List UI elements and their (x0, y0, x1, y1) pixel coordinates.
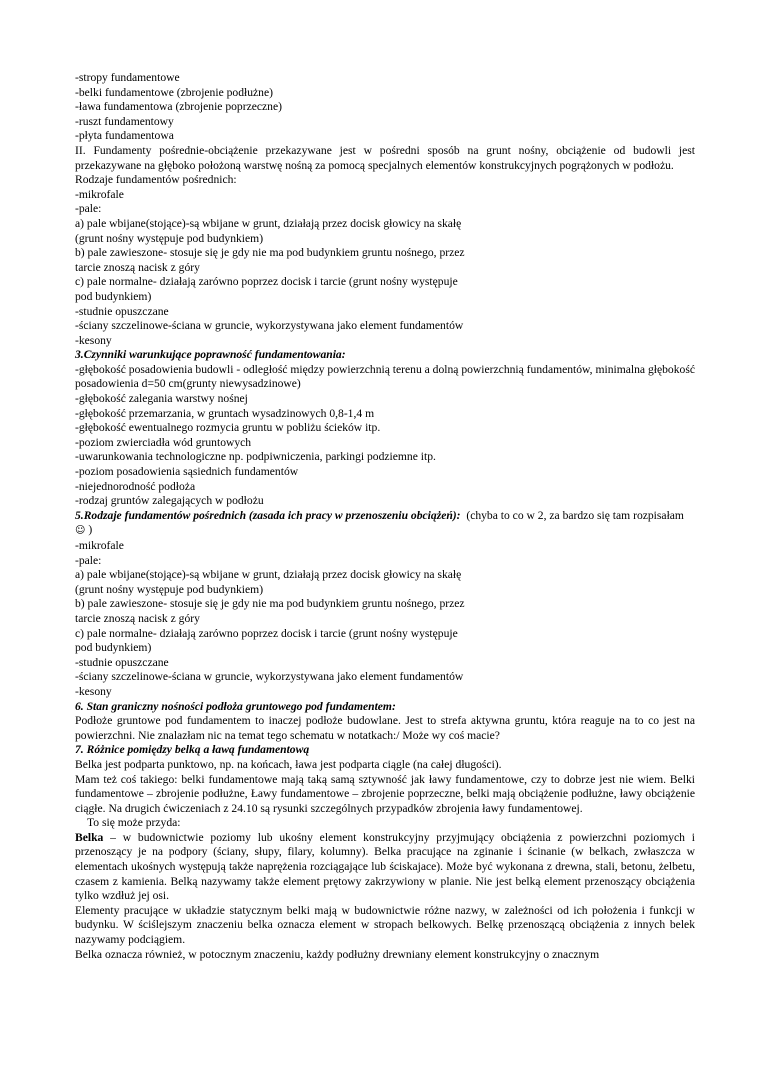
list-item: -poziom zwierciadła wód gruntowych (75, 435, 252, 449)
belka-definition-text: – w budownictwie poziomy lub ukośny element konstrukcyjny przyjmujący obciążenia z powierzchni poziomych i przenoszący je na podpory (ściany, słupy, filary, kolumny). Belka pracujące na zginanie i ścinanie (w belkach, zwłaszcza w elementach ukośnych występują także naprężenia rozciągające lub ściskajace). Może być wykonana z drewna, stali, betonu, żelbetu, czasem z kamienia. Belką nazywamy także element prętowy zakrzywiony w planie. Nie jest belką element przenoszący obciążenia tylko wzdłuż jej osi. (75, 830, 695, 903)
list-item: a) pale wbijane(stojące)-są wbijane w grunt, działają przez docisk głowicy na skałę (75, 568, 462, 582)
smiley-icon: ☺ (75, 525, 86, 537)
document-content (75, 71, 695, 962)
list-item: -mikrofale (75, 187, 124, 201)
list-item: -kesony (75, 333, 112, 347)
list-item: -płyta fundamentowa (75, 129, 174, 143)
list-item: pod budynkiem) (75, 641, 152, 655)
section-5-heading-line (75, 509, 695, 539)
list-item: (grunt nośny występuje pod budynkiem) (75, 582, 264, 596)
indirect-foundations-paragraph: II. Fundamenty pośrednie-obciążenie przekazywane jest w pośredni sposób na grunt nośny, obciążenie od budowli jest przekazywane na głęboko położoną warstwę nośną za pomocą specjalnych elementów konstrukcyjnych pogrążonych w podłożu. (75, 143, 695, 172)
list-item: -głębokość ewentualnego rozmycia gruntu w pobliżu ścieków itp. (75, 421, 381, 435)
list-item: tarcie znoszą nacisk z góry (75, 611, 200, 625)
factors-list (75, 363, 695, 509)
list-item: b) pale zawieszone- stosuje się je gdy nie ma pod budynkiem gruntu nośnego, przez (75, 246, 465, 260)
list-item: pod budynkiem) (75, 289, 152, 303)
section-7-paragraph-6: Belka oznacza również, w potocznym znaczeniu, każdy podłużny drewniany element konstrukcyjny o znacznym (75, 947, 600, 961)
list-item: c) pale normalne- działają zarówno poprzez docisk i tarcie (grunt nośny występuje (75, 275, 458, 289)
fundament-types-list (75, 71, 695, 144)
list-item: -rodzaj gruntów zalegających w podłożu (75, 494, 264, 508)
list-item: -kesony (75, 684, 112, 698)
list-item: -pale: (75, 202, 102, 216)
section-7-paragraph-5: Elementy pracujące w układzie statycznym belki mają w budownictwie różne nazwy, w zależności od ich położenia i funkcji w budynku. W ściślejszym znaczeniu belka oznacza element w stropach belkowych. Belkę przenoszącą obciążenia z innych belek nazywamy podciągiem. (75, 903, 695, 947)
list-item: c) pale normalne- działają zarówno poprzez docisk i tarcie (grunt nośny występuje (75, 626, 458, 640)
list-item: -studnie opuszczane (75, 304, 169, 318)
section-7-heading: 7. Różnice pomiędzy belką a ławą fundamentową (75, 743, 310, 757)
list-item: -niejednorodność podłoża (75, 479, 196, 493)
list-item: -mikrofale (75, 539, 124, 552)
section-6-paragraph: Podłoże gruntowe pod fundamentem to inaczej podłoże budowlane. Jest to strefa aktywna gruntu, która reaguje na to co jest na powierzchni. Nie znalazłam nic na temat tego schematu w notatkach:/ Może wy coś macie? (75, 714, 695, 742)
list-item: -ława fundamentowa (zbrojenie poprzeczne) (75, 100, 282, 114)
list-item: -pale: (75, 553, 102, 567)
section-7-paragraph-3: To się może przyda: (87, 816, 181, 830)
list-item: -głębokość przemarzania, w gruntach wysadzinowych 0,8-1,4 m (75, 406, 375, 420)
list-item: b) pale zawieszone- stosuje się je gdy nie ma pod budynkiem gruntu nośnego, przez (75, 597, 465, 611)
section-5-note-end: ) (88, 523, 93, 537)
section-5-heading: 5.Rodzaje fundamentów pośrednich (zasada ich pracy w przenoszeniu obciążeń): (75, 508, 461, 522)
belka-definition-paragraph (75, 831, 695, 904)
list-item: -poziom posadowienia sąsiednich fundamentów (75, 465, 299, 479)
list-item: -głębokość zalegania warstwy nośnej (75, 392, 248, 406)
list-item: -studnie opuszczane (75, 655, 169, 669)
section-6-heading: 6. Stan graniczny nośności podłoża gruntowego pod fundamentem: (75, 699, 396, 713)
section-7-paragraph-2: Mam też coś takiego: belki fundamentowe mają taką samą sztywność jak ławy fundamentowe, czy to dobrze jest nie wiem. Belki fundamentowe – zbrojenie podłużne, Ławy fundamentowe – zbrojenie poprzeczne, belki mają obciążenie podłużne, ławy obciążenie ciągłe. Na drugich ćwiczeniach z 24.10 są rysunki szczególnych przypadków zbrojenia ławy fundamentowej. (75, 772, 695, 815)
section-7-paragraph-1: Belka jest podparta punktowo, np. na końcach, ława jest podparta ciągle (na całej długości). (75, 757, 502, 771)
section-5-note: (chyba to co w 2, za bardzo się tam rozpisałam (466, 508, 684, 522)
list-item: -belki fundamentowe (zbrojenie podłużne) (75, 85, 273, 99)
indirect-types-label: Rodzaje fundamentów pośrednich: (75, 173, 237, 187)
list-item: -ściany szczelinowe-ściana w gruncie, wykorzystywana jako element fundamentów (75, 319, 464, 333)
list-item: a) pale wbijane(stojące)-są wbijane w grunt, działają przez docisk głowicy na skałę (75, 216, 462, 230)
section-3-heading: 3.Czynniki warunkujące poprawność fundamentowania: (75, 348, 346, 362)
list-item: -głębokość posadowienia budowli - odległość między powierzchnią terenu a dolną powierzchnią fundamentów, minimalna głębokość posadowienia d=50 cm(grunty niewysadzinowe) (75, 362, 695, 391)
list-item: -ściany szczelinowe-ściana w gruncie, wykorzystywana jako element fundamentów (75, 670, 464, 684)
list-item: -stropy fundamentowe (75, 71, 180, 84)
list-item: -ruszt fundamentowy (75, 114, 174, 128)
list-item: (grunt nośny występuje pod budynkiem) (75, 231, 264, 245)
list-item: tarcie znoszą nacisk z góry (75, 260, 200, 274)
list-item: -uwarunkowania technologiczne np. podpiwniczenia, parkingi podziemne itp. (75, 450, 436, 464)
belka-term: Belka (75, 830, 104, 844)
